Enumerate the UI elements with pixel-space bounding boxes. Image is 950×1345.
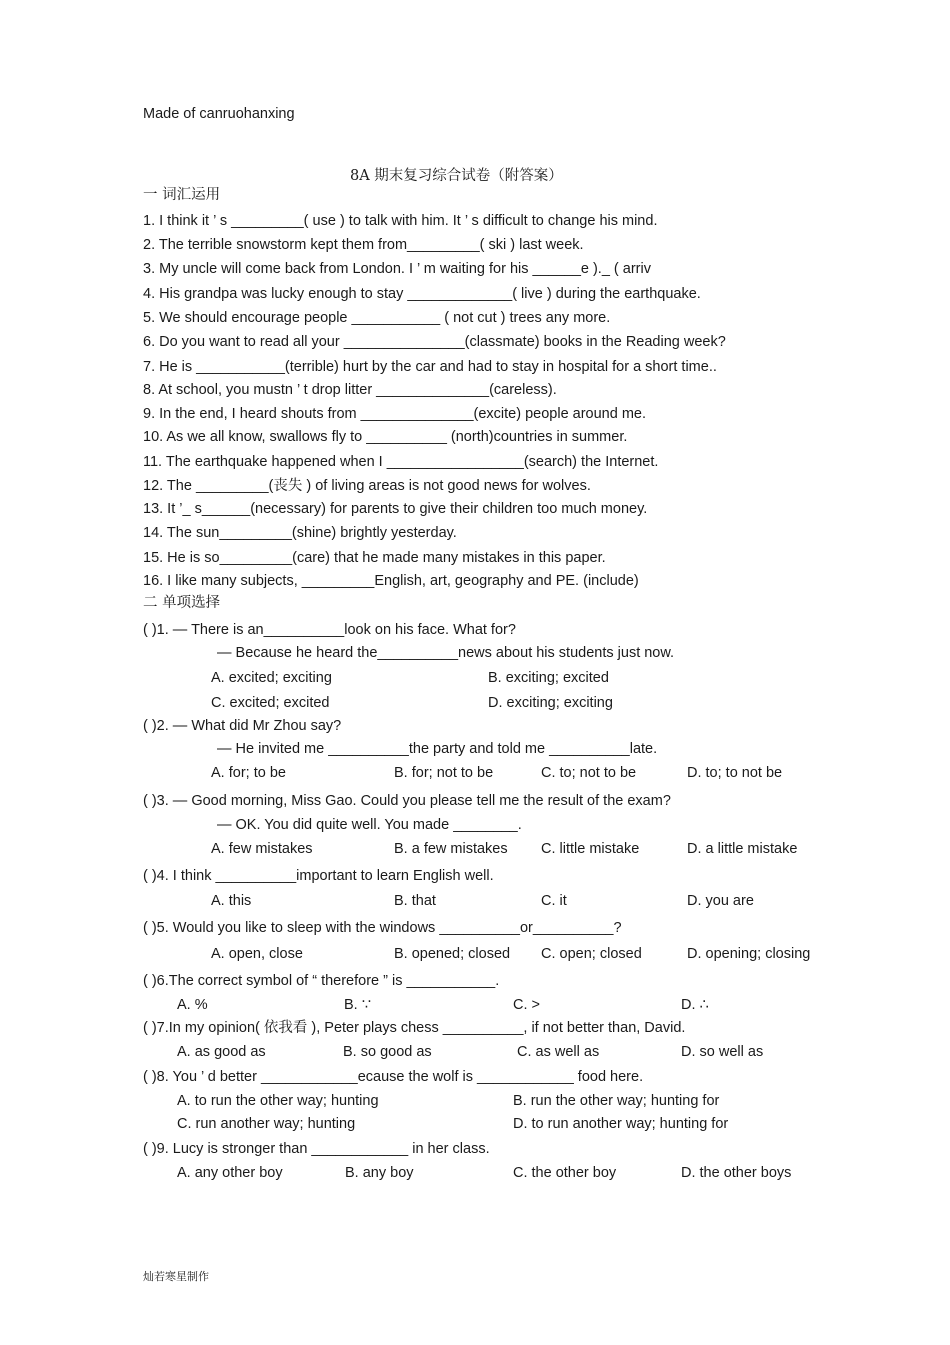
vocab-item: 2. The terrible snowstorm kept them from_________( ski ) last week.: [143, 237, 584, 253]
question-text: — Because he heard the__________news about his students just now.: [217, 645, 675, 661]
answer-option: D. so well as: [681, 1044, 764, 1060]
answer-option: D. you are: [687, 893, 754, 909]
vocab-item: 11. The earthquake happened when I _________________(search) the Internet.: [143, 454, 659, 470]
vocab-item: 3. My uncle will come back from London. I ’ m waiting for his ______e )._ ( arriv: [143, 261, 651, 277]
answer-option: B. that: [394, 893, 436, 909]
answer-option: A. to run the other way; hunting: [177, 1093, 379, 1109]
vocab-item: 4. His grandpa was lucky enough to stay _____________( live ) during the earthquake.: [143, 286, 701, 302]
answer-option: B. ∵: [344, 997, 371, 1013]
vocab-item: 5. We should encourage people ___________ ( not cut ) trees any more.: [143, 310, 611, 326]
answer-option: B. a few mistakes: [394, 841, 508, 857]
answer-option: C. to; not to be: [541, 765, 637, 781]
answer-option: A. open, close: [211, 946, 303, 962]
answer-option: D. opening; closing: [687, 946, 811, 962]
question-text: ( )3. — Good morning, Miss Gao. Could you please tell me the result of the exam?: [143, 793, 671, 809]
answer-option: D. to; to not be: [687, 765, 783, 781]
question-text: ( )6.The correct symbol of “ therefore ” is ___________.: [143, 973, 500, 989]
header-text: Made of canruohanxing: [143, 106, 295, 122]
vocab-item: 9. In the end, I heard shouts from ______________(excite) people around me.: [143, 406, 647, 422]
answer-option: D. to run another way; hunting for: [513, 1116, 729, 1132]
vocab-item: 15. He is so_________(care) that he made many mistakes in this paper.: [143, 550, 606, 566]
footer-text: 灿若寒星制作: [143, 1270, 209, 1283]
answer-option: A. this: [211, 893, 252, 909]
vocab-item: 8. At school, you mustn ’ t drop litter ______________(careless).: [143, 382, 557, 398]
answer-option: C. excited; excited: [211, 695, 330, 711]
question-text: ( )4. I think __________important to learn English well.: [143, 868, 494, 884]
vocab-item: 14. The sun_________(shine) brightly yesterday.: [143, 525, 457, 541]
vocab-item: 10. As we all know, swallows fly to __________ (north)countries in summer.: [143, 429, 628, 445]
answer-option: B. so good as: [343, 1044, 432, 1060]
answer-option: B. exciting; excited: [488, 670, 609, 686]
vocab-item: 1. I think it ’ s _________( use ) to talk with him. It ’ s difficult to change his mind.: [143, 213, 658, 229]
answer-option: C. run another way; hunting: [177, 1116, 356, 1132]
answer-option: C. little mistake: [541, 841, 640, 857]
answer-option: A. excited; exciting: [211, 670, 332, 686]
vocab-item: 16. I like many subjects, _________English, art, geography and PE. (include): [143, 573, 639, 589]
vocab-item: 12. The _________(丧失 ) of living areas is not good news for wolves.: [143, 478, 591, 494]
question-text: ( )9. Lucy is stronger than ____________ in her class.: [143, 1141, 490, 1157]
answer-option: A. for; to be: [211, 765, 286, 781]
section-heading-vocab: 一 词汇运用: [143, 187, 221, 203]
question-text: — OK. You did quite well. You made ________.: [217, 817, 522, 833]
answer-option: B. any boy: [345, 1165, 414, 1181]
answer-option: D. the other boys: [681, 1165, 792, 1181]
answer-option: D. exciting; exciting: [488, 695, 613, 711]
answer-option: A. as good as: [177, 1044, 266, 1060]
answer-option: B. run the other way; hunting for: [513, 1093, 720, 1109]
vocab-item: 7. He is ___________(terrible) hurt by the car and had to stay in hospital for a short time..: [143, 359, 717, 375]
answer-option: B. opened; closed: [394, 946, 511, 962]
answer-option: A. %: [177, 997, 208, 1013]
section-heading-mc: 二 单项选择: [143, 595, 221, 611]
question-text: ( )5. Would you like to sleep with the windows __________or__________?: [143, 920, 622, 936]
answer-option: D. a little mistake: [687, 841, 798, 857]
answer-option: C. it: [541, 893, 567, 909]
answer-option: D. ∴: [681, 997, 709, 1013]
vocab-item: 13. It ’_ s______(necessary) for parents to give their children too much money.: [143, 501, 648, 517]
answer-option: C. >: [513, 997, 540, 1013]
question-text: ( )1. — There is an__________look on his face. What for?: [143, 622, 516, 638]
answer-option: C. open; closed: [541, 946, 642, 962]
answer-option: C. the other boy: [513, 1165, 617, 1181]
question-text: ( )8. You ’ d better ____________ecause the wolf is ____________ food here.: [143, 1069, 644, 1085]
question-text: — He invited me __________the party and told me __________late.: [217, 741, 658, 757]
answer-option: B. for; not to be: [394, 765, 494, 781]
answer-option: A. few mistakes: [211, 841, 313, 857]
answer-option: C. as well as: [517, 1044, 600, 1060]
page-title: 8A 期末复习综合试卷（附答案）: [350, 168, 563, 184]
question-text: ( )2. — What did Mr Zhou say?: [143, 718, 342, 734]
vocab-item: 6. Do you want to read all your _______________(classmate) books in the Reading week?: [143, 334, 726, 350]
question-text: ( )7.In my opinion( 依我看 ), Peter plays chess __________, if not better than, David.: [143, 1020, 686, 1036]
answer-option: A. any other boy: [177, 1165, 283, 1181]
